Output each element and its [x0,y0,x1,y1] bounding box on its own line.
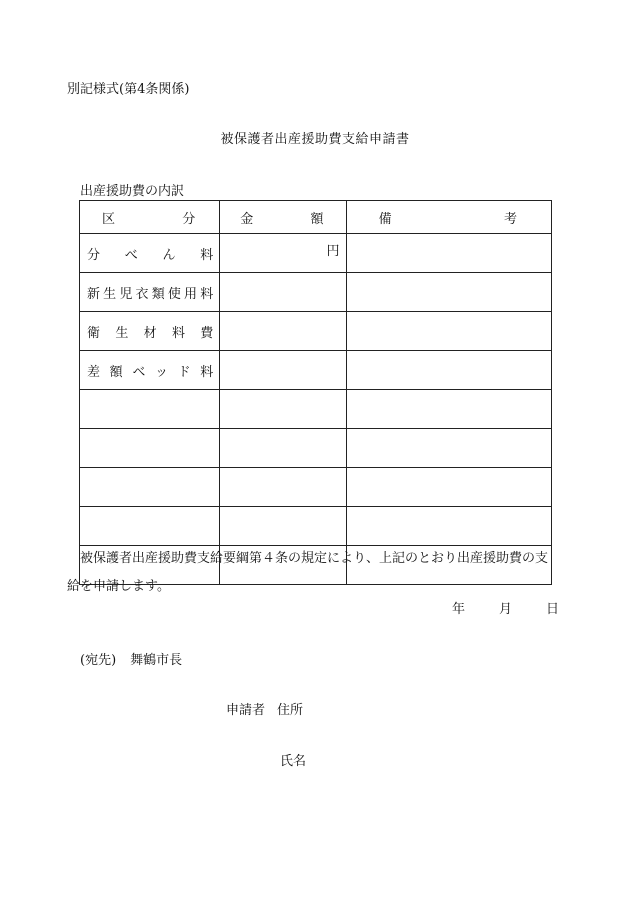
form-reference: 別記様式(第4条関係) [67,82,190,97]
item-label-char: 衛 [87,325,101,341]
item-label-char: 生 [103,286,117,302]
header-amount-char: 金 [240,211,254,227]
remarks-cell[interactable] [346,351,551,390]
amount-cell[interactable] [220,312,346,351]
name-label: 氏名 [280,754,307,769]
item-category-cell [80,468,220,507]
remarks-cell[interactable] [346,468,551,507]
item-label-char: ん [162,247,176,263]
application-statement: 被保護者出産援助費支給要綱第４条の規定により、上記のとおり出産援助費の支給を申請します。 [67,551,549,594]
table-row [80,351,552,390]
remarks-cell[interactable] [346,390,551,429]
remarks-cell[interactable] [346,312,551,351]
address-label: 住所 [277,703,304,718]
amount-cell[interactable] [220,429,346,468]
item-label-char: べ [124,247,138,263]
item-category-cell [80,234,220,273]
table-row [80,234,552,273]
amount-cell[interactable] [220,468,346,507]
table-row [80,312,552,351]
item-label-char: 料 [200,286,214,302]
item-label-char: 用 [184,286,198,302]
remarks-cell[interactable] [346,429,551,468]
breakdown-label: 出産援助費の内訳 [80,184,185,199]
remarks-cell[interactable] [346,234,551,273]
amount-cell[interactable] [220,351,346,390]
date-year: 年 [452,602,466,617]
date-line [452,598,559,617]
item-label-char: 額 [109,364,123,380]
item-label [87,322,213,341]
date-day: 日 [546,602,560,617]
remarks-cell[interactable] [346,273,551,312]
header-category-char: 区 [102,211,116,227]
table-row [80,390,552,429]
item-label-char: ッ [154,364,168,380]
item-label-char: 費 [200,325,214,341]
item-label-char: 生 [115,325,129,341]
item-label [87,361,213,380]
table-row [80,429,552,468]
item-label-char: ベ [132,364,146,380]
item-label-char: 分 [87,247,101,263]
breakdown-table [79,200,552,585]
item-category-cell [80,507,220,546]
amount-cell[interactable] [220,390,346,429]
header-remarks-char: 考 [503,211,517,227]
addressee-prefix: (宛先) [80,653,117,668]
amount-cell[interactable] [220,234,346,273]
item-label-char: 料 [200,247,214,263]
item-category-cell [80,312,220,351]
header-remarks-char: 備 [378,211,392,227]
table-row [80,468,552,507]
item-label-char: 類 [151,286,165,302]
item-label-char: 使 [167,286,181,302]
date-month: 月 [499,602,513,617]
item-label-char: 材 [143,325,157,341]
table-row [80,507,552,546]
item-label-char: 差 [87,364,101,380]
addressee [80,649,182,668]
addressee-name: 舞鶴市長 [130,653,183,668]
item-label-char: 児 [119,286,133,302]
applicant-address-line [226,699,303,718]
item-category-cell [80,429,220,468]
amount-cell[interactable] [220,273,346,312]
item-label-char: 料 [171,325,185,341]
item-category-cell [80,351,220,390]
item-label [87,244,213,263]
item-label [87,283,213,302]
yen-unit: 円 [326,244,340,259]
header-amount-char: 額 [310,211,324,227]
item-label-char: 新 [87,286,101,302]
header-category-char: 分 [182,211,196,227]
header-remarks [346,201,551,234]
applicant-label: 申請者 [226,703,266,718]
remarks-cell[interactable] [346,507,551,546]
table-row [80,273,552,312]
document-title: 被保護者出産援助費支給申請書 [220,132,410,147]
item-label-char: 衣 [135,286,149,302]
header-amount [220,201,346,234]
table-header-row [80,201,552,234]
item-category-cell [80,273,220,312]
item-label-char: 料 [200,364,214,380]
amount-cell[interactable] [220,507,346,546]
item-category-cell [80,390,220,429]
header-category [80,201,220,234]
item-label-char: ド [177,364,191,380]
